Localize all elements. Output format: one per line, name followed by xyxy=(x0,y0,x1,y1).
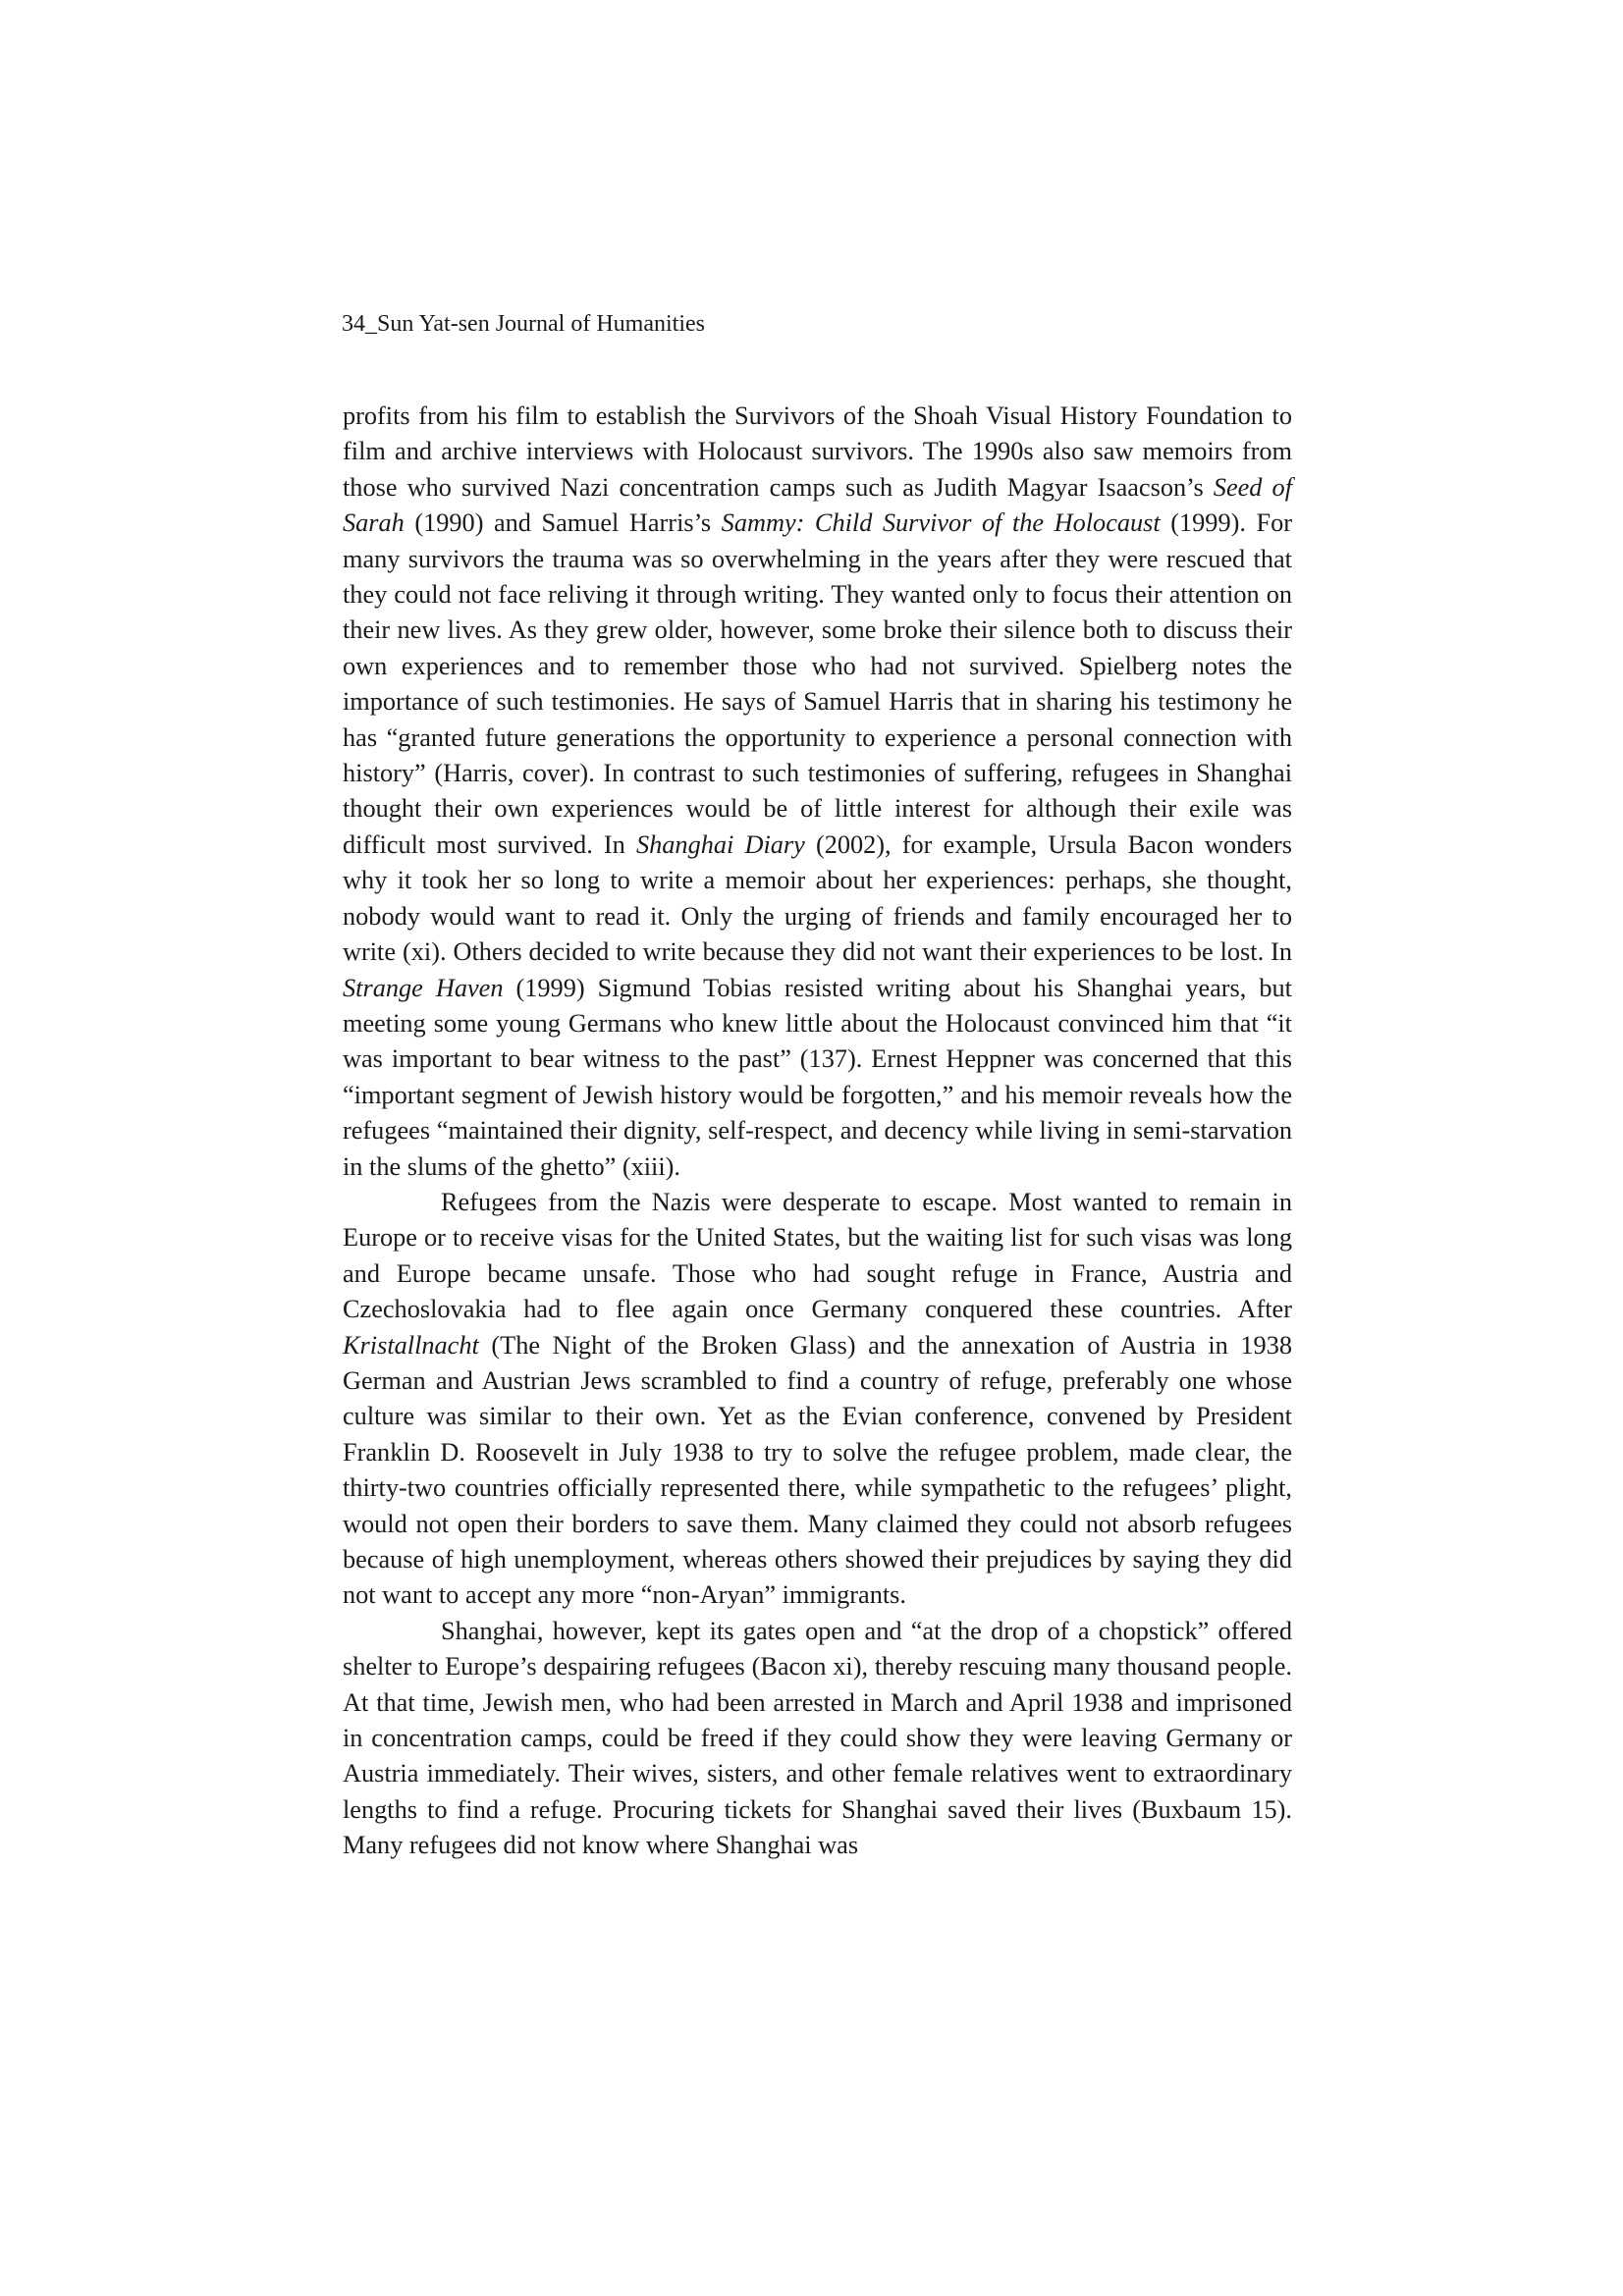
italic-title-text: Kristallnacht xyxy=(343,1330,479,1360)
italic-title-text: Seed of Sarah xyxy=(343,472,1293,538)
paragraph-text: (The Night of the Broken Glass) and the annexation of Austria in 1938 German and Austrian Jews scrambled to find a country of refuge, preferably one whose culture was similar to their own. Yet as the Evian conference, convened by President Franklin D. Roosevelt in July 1938 to try to solve the refugee problem, made clear, the thirty-two countries officially represented there, while sympathetic to the refugees’ plight, would not open their borders to save them. Many claimed they could not absorb refugees because of high unemployment, whereas others showed their prejudices by saying they did not want to accept any more “non-Aryan” immigrants. xyxy=(343,1330,1292,1610)
paragraph-text: (1990) and Samuel Harris’s xyxy=(404,508,722,538)
italic-title-text: Shanghai Diary xyxy=(635,829,805,859)
paragraph-text: profits from his film to establish the Survivors of the Shoah Visual History Foundation to film and archive interviews with Holocaust survivors. The 1990s also saw memoirs from those who survived Nazi concentration camps such as Judith Magyar Isaacson’s xyxy=(343,401,1292,502)
body-paragraph xyxy=(343,1614,1292,1864)
italic-title-text: Sammy: Child Survivor of the Holocaust xyxy=(721,508,1161,538)
text-body xyxy=(343,399,1292,1864)
paragraph-text: (1999). For many survivors the trauma was so overwhelming in the years after they were rescued that they could not face reliving it through writing. They wanted only to focus their attention on their new lives. As they grew older, however, some broke their silence both to discuss their own experiences and to remember those who had not survived. Spielberg notes the importance of such testimonies. He says of Samuel Harris that in sharing his testimony he has “granted future generations the opportunity to experience a personal connection with history” (Harris, cover). In contrast to such testimonies of suffering, refugees in Shanghai thought their own experiences would be of little interest for although their exile was difficult most survived. In xyxy=(343,508,1292,859)
italic-title-text: Strange Haven xyxy=(343,973,504,1002)
paragraph-text: (2002), for example, Ursula Bacon wonders why it took her so long to write a memoir about her experiences: perhaps, she thought, nobody would want to read it. Only the urging of friends and family encouraged her to write (xi). Others decided to write because they did not want their experiences to be lost. In xyxy=(343,829,1293,967)
paragraph-text: Refugees from the Nazis were desperate to escape. Most wanted to remain in Europe or to receive visas for the United States, but the waiting list for such visas was long and Europe became unsafe. Those who had sought refuge in France, Austria and Czechoslovakia had to flee again once Germany conquered these countries. After xyxy=(343,1187,1292,1324)
paragraph-text: Shanghai, however, kept its gates open and “at the drop of a chopstick” offered shelter to Europe’s despairing refugees (Bacon xi), thereby rescuing many thousand people. At that time, Jewish men, who had been arrested in March and April 1938 and imprisoned in concentration camps, could be freed if they could show they were leaving Germany or Austria immediately. Their wives, sisters, and other female relatives went to extraordinary lengths to find a refuge. Procuring tickets for Shanghai saved their lives (Buxbaum 15). Many refugees did not know where Shanghai was xyxy=(343,1616,1292,1860)
paragraph-text: (1999) Sigmund Tobias resisted writing about his Shanghai years, but meeting some young Germans who knew little about the Holocaust convinced him that “it was important to bear witness to the past” (137). Ernest Heppner was concerned that this “important segment of Jewish history would be forgotten,” and his memoir reveals how the refugees “maintained their dignity, self-respect, and decency while living in semi-starvation in the slums of the ghetto” (xiii). xyxy=(343,973,1292,1181)
body-paragraph xyxy=(343,1185,1292,1614)
running-head: 34_Sun Yat-sen Journal of Humanities xyxy=(342,311,705,337)
body-paragraph xyxy=(343,399,1292,1185)
